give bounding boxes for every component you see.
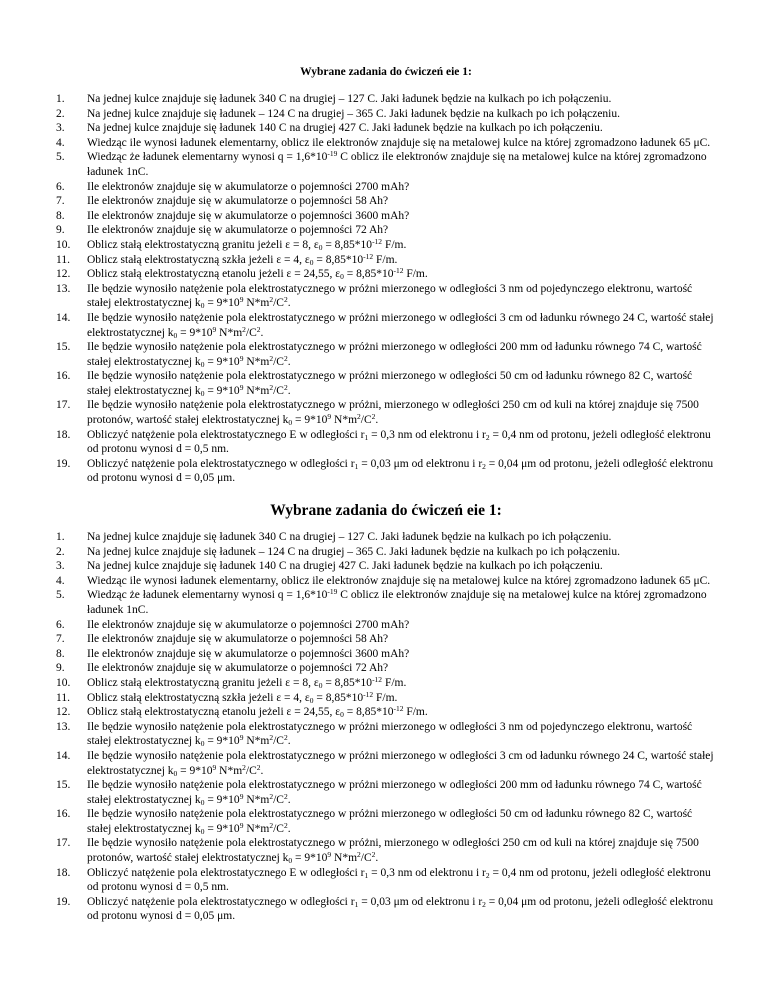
exercise-number: 4. xyxy=(56,136,65,149)
exercise-number: 16. xyxy=(56,370,71,383)
exercise-number: 17. xyxy=(56,399,71,412)
exercise-item xyxy=(56,136,716,151)
exercise-text: Ile będzie wynosiło natężenie pola elektrostatycznego w próżni mierzonego w odległości 3 cm od ładunku równego 24 C, wartość stałej elektrostatycznej $k_0 = 9*10^9$ $N*m^2/C^2$. xyxy=(87,749,714,778)
exercise-number: 17. xyxy=(56,837,71,850)
exercise-item xyxy=(56,340,716,369)
exercise-number: 13. xyxy=(56,282,71,295)
exercise-item xyxy=(56,588,716,617)
exercise-item xyxy=(56,545,716,560)
exercise-text: Ile elektronów znajduje się w akumulatorze o pojemności 58 Ah? xyxy=(87,195,389,208)
exercise-number: 5. xyxy=(56,151,65,164)
exercise-text: Ile elektronów znajduje się w akumulatorze o pojemności 72 Ah? xyxy=(87,662,389,675)
exercise-text: Na jednej kulce znajduje się ładunek 140 C na drugiej 427 C. Jaki ładunek będzie na kulkach po ich połączeniu. xyxy=(87,560,603,573)
exercise-item xyxy=(56,92,716,107)
exercise-item xyxy=(56,253,716,268)
exercise-item xyxy=(56,180,716,195)
section-title: Wybrane zadania do ćwiczeń eie 1: xyxy=(300,66,472,78)
exercise-item xyxy=(56,705,716,720)
exercise-item xyxy=(56,398,716,427)
exercise-text: Ile elektronów znajduje się w akumulatorze o pojemności 3600 mAh? xyxy=(87,647,410,660)
exercise-text: Ile będzie wynosiło natężenie pola elektrostatycznego w próżni, mierzonego w odległości 250 cm od kuli na której znajduje się 7500 protonów, wartość stałej elektrostatycznej $k_0 = 9*10^9$ $N*m^2/C^2$. xyxy=(87,837,699,866)
exercise-number: 12. xyxy=(56,268,71,281)
exercise-section-2 xyxy=(56,501,716,924)
exercise-number: 7. xyxy=(56,195,65,208)
exercise-item xyxy=(56,223,716,238)
exercise-text: Oblicz stałą elektrostatyczną szkła jeżeli ε = 4, $\varepsilon_0 = 8,85*10^{-12}$ F/m. xyxy=(87,251,398,267)
exercise-number: 15. xyxy=(56,341,71,354)
exercise-item xyxy=(56,369,716,398)
exercise-text: Na jednej kulce znajduje się ładunek – 124 C na drugiej – 365 C. Jaki ładunek będzie na kulkach po ich połączeniu. xyxy=(87,545,620,558)
exercise-item xyxy=(56,661,716,676)
exercise-text: Obliczyć natężenie pola elektrostatycznego w odległości $r_1 = 0,03$ μm od elektronu i $r_2 = 0,04$ μm od protonu, jeżeli odległość elektronu od protonu wynosi d = 0,05 μm. xyxy=(87,895,714,923)
exercise-text: Oblicz stałą elektrostatyczną szkła jeżeli ε = 4, $\varepsilon_0 = 8,85*10^{-12}$ F/m. xyxy=(87,689,398,705)
exercise-item xyxy=(56,107,716,122)
exercise-number: 6. xyxy=(56,180,65,193)
exercise-number: 10. xyxy=(56,676,71,689)
exercise-text: Ile elektronów znajduje się w akumulatorze o pojemności 2700 mAh? xyxy=(87,618,410,631)
exercise-text: Wiedząc że ładunek elementarny wynosi $q = 1,6*10^{-19}$ C oblicz ile elektronów znajduje się na metalowej kulce na której zgromadzono ładunek 1nC. xyxy=(87,587,707,616)
exercise-item xyxy=(56,749,716,778)
exercise-item xyxy=(56,836,716,865)
exercise-text: Ile będzie wynosiło natężenie pola elektrostatycznego w próżni, mierzonego w odległości 250 cm od kuli na której znajduje się 7500 protonów, wartość stałej elektrostatycznej $k_0 = 9*10^9$ $N*m^2/C^2$. xyxy=(87,399,699,428)
exercise-number: 16. xyxy=(56,808,71,821)
exercise-number: 2. xyxy=(56,107,65,120)
exercise-text: Oblicz stałą elektrostatyczną granitu jeżeli ε = 8, $\varepsilon_0 = 8,85*10^{-12}$ F/m. xyxy=(87,674,407,690)
exercise-text: Oblicz stałą elektrostatyczną etanolu jeżeli ε = 24,55, $\varepsilon_0 = 8,85*10^{-12}$ F/m. xyxy=(87,266,428,282)
exercise-number: 19. xyxy=(56,457,71,470)
exercise-item xyxy=(56,632,716,647)
exercise-item xyxy=(56,676,716,691)
exercise-item xyxy=(56,895,716,924)
exercise-text: Ile elektronów znajduje się w akumulatorze o pojemności 2700 mAh? xyxy=(87,180,410,193)
exercise-text: Ile będzie wynosiło natężenie pola elektrostatycznego w próżni mierzonego w odległości 50 cm od ładunku równego 82 C, wartość stałej elektrostatycznej $k_0 = 9*10^9$ $N*m^2/C^2$. xyxy=(87,370,693,398)
exercise-item xyxy=(56,428,716,457)
exercise-number: 9. xyxy=(56,224,65,237)
exercise-item xyxy=(56,866,716,895)
exercise-item xyxy=(56,807,716,836)
exercise-item xyxy=(56,121,716,136)
exercise-text: Ile będzie wynosiło natężenie pola elektrostatycznego w próżni mierzonego w odległości 50 cm od ładunku równego 82 C, wartość stałej elektrostatycznej $k_0 = 9*10^9$ $N*m^2/C^2$. xyxy=(87,808,693,836)
exercise-item xyxy=(56,282,716,311)
exercise-number: 4. xyxy=(56,574,65,587)
exercise-text: Obliczyć natężenie pola elektrostatycznego E w odległości $r_1 = 0,3$ nm od elektronu i $r_2 = 0,4$ nm od protonu, jeżeli odległość elektronu od protonu wynosi d = 0,5 nm. xyxy=(87,866,711,894)
exercise-number: 13. xyxy=(56,720,71,733)
exercise-number: 15. xyxy=(56,779,71,792)
exercise-item xyxy=(56,457,716,486)
exercise-item xyxy=(56,194,716,209)
exercise-number: 12. xyxy=(56,706,71,719)
exercise-number: 18. xyxy=(56,866,71,879)
exercise-item xyxy=(56,311,716,340)
exercise-number: 18. xyxy=(56,428,71,441)
exercise-text: Oblicz stałą elektrostatyczną granitu jeżeli ε = 8, $\varepsilon_0 = 8,85*10^{-12}$ F/m. xyxy=(87,236,407,252)
exercise-number: 10. xyxy=(56,238,71,251)
exercise-item xyxy=(56,150,716,179)
exercise-text: Ile elektronów znajduje się w akumulatorze o pojemności 3600 mAh? xyxy=(87,209,410,222)
exercise-text: Ile będzie wynosiło natężenie pola elektrostatycznego w próżni mierzonego w odległości 200 mm od ładunku równego 74 C, wartość stałej elektrostatycznej $k_0 = 9*10^9$ $N*m^2/C^2$. xyxy=(87,341,702,369)
exercise-text: Ile będzie wynosiło natężenie pola elektrostatycznego w próżni mierzonego w odległości 3 nm od pojedynczego elektronu, wartość stałej elektrostatycznej $k_0 = 9*10^9$ $N*m^2/C^2$. xyxy=(87,282,693,311)
exercise-section-1 xyxy=(56,64,716,486)
exercise-number: 8. xyxy=(56,647,65,660)
exercise-number: 1. xyxy=(56,531,65,543)
exercise-number: 14. xyxy=(56,749,71,762)
exercise-number: 11. xyxy=(56,691,70,704)
section-title: Wybrane zadania do ćwiczeń eie 1: xyxy=(270,502,502,519)
exercise-number: 11. xyxy=(56,253,70,266)
exercise-number: 7. xyxy=(56,633,65,646)
exercise-item xyxy=(56,618,716,633)
exercise-text: Na jednej kulce znajduje się ładunek 340 C na drugiej – 127 C. Jaki ładunek będzie na kulkach po ich połączeniu. xyxy=(87,93,612,105)
exercise-text: Ile elektronów znajduje się w akumulatorze o pojemności 72 Ah? xyxy=(87,224,389,237)
exercise-text: Na jednej kulce znajduje się ładunek – 124 C na drugiej – 365 C. Jaki ładunek będzie na kulkach po ich połączeniu. xyxy=(87,107,620,120)
exercise-number: 8. xyxy=(56,209,65,222)
exercise-text: Ile będzie wynosiło natężenie pola elektrostatycznego w próżni mierzonego w odległości 200 mm od ładunku równego 74 C, wartość stałej elektrostatycznej $k_0 = 9*10^9$ $N*m^2/C^2$. xyxy=(87,779,702,807)
exercise-text: Na jednej kulce znajduje się ładunek 140 C na drugiej 427 C. Jaki ładunek będzie na kulkach po ich połączeniu. xyxy=(87,122,603,135)
exercise-item xyxy=(56,530,716,545)
exercise-item xyxy=(56,238,716,253)
exercise-list xyxy=(56,92,716,486)
exercise-item xyxy=(56,778,716,807)
exercise-item xyxy=(56,559,716,574)
exercise-text: Wiedząc ile wynosi ładunek elementarny, oblicz ile elektronów znajduje się na metalowej kulce na której zgromadzono ładunek 65 μC. xyxy=(87,136,711,149)
exercise-number: 6. xyxy=(56,618,65,631)
exercise-item xyxy=(56,720,716,749)
exercise-text: Wiedząc że ładunek elementarny wynosi $q = 1,6*10^{-19}$ C oblicz ile elektronów znajduje się na metalowej kulce na której zgromadzono ładunek 1nC. xyxy=(87,149,707,178)
exercise-text: Wiedząc ile wynosi ładunek elementarny, oblicz ile elektronów znajduje się na metalowej kulce na której zgromadzono ładunek 65 μC. xyxy=(87,574,711,587)
exercise-item xyxy=(56,691,716,706)
exercise-number: 3. xyxy=(56,560,65,573)
exercise-text: Obliczyć natężenie pola elektrostatycznego w odległości $r_1 = 0,03$ μm od elektronu i $r_2 = 0,04$ μm od protonu, jeżeli odległość elektronu od protonu wynosi d = 0,05 μm. xyxy=(87,457,714,485)
exercise-item xyxy=(56,209,716,224)
exercise-text: Oblicz stałą elektrostatyczną etanolu jeżeli ε = 24,55, $\varepsilon_0 = 8,85*10^{-12}$ F/m. xyxy=(87,704,428,720)
exercise-list xyxy=(56,530,716,924)
exercise-number: 2. xyxy=(56,545,65,558)
exercise-number: 1. xyxy=(56,93,65,105)
exercise-item xyxy=(56,647,716,662)
exercise-number: 9. xyxy=(56,662,65,675)
exercise-text: Obliczyć natężenie pola elektrostatycznego E w odległości $r_1 = 0,3$ nm od elektronu i $r_2 = 0,4$ nm od protonu, jeżeli odległość elektronu od protonu wynosi d = 0,5 nm. xyxy=(87,428,711,456)
exercise-text: Ile będzie wynosiło natężenie pola elektrostatycznego w próżni mierzonego w odległości 3 nm od pojedynczego elektronu, wartość stałej elektrostatycznej $k_0 = 9*10^9$ $N*m^2/C^2$. xyxy=(87,720,693,749)
exercise-number: 19. xyxy=(56,895,71,908)
exercise-text: Ile będzie wynosiło natężenie pola elektrostatycznego w próżni mierzonego w odległości 3 cm od ładunku równego 24 C, wartość stałej elektrostatycznej $k_0 = 9*10^9$ $N*m^2/C^2$. xyxy=(87,311,714,340)
exercise-number: 14. xyxy=(56,311,71,324)
exercise-number: 3. xyxy=(56,122,65,135)
exercise-text: Ile elektronów znajduje się w akumulatorze o pojemności 58 Ah? xyxy=(87,633,389,646)
exercise-number: 5. xyxy=(56,589,65,602)
exercise-item xyxy=(56,574,716,589)
exercise-item xyxy=(56,267,716,282)
exercise-text: Na jednej kulce znajduje się ładunek 340 C na drugiej – 127 C. Jaki ładunek będzie na kulkach po ich połączeniu. xyxy=(87,531,612,543)
